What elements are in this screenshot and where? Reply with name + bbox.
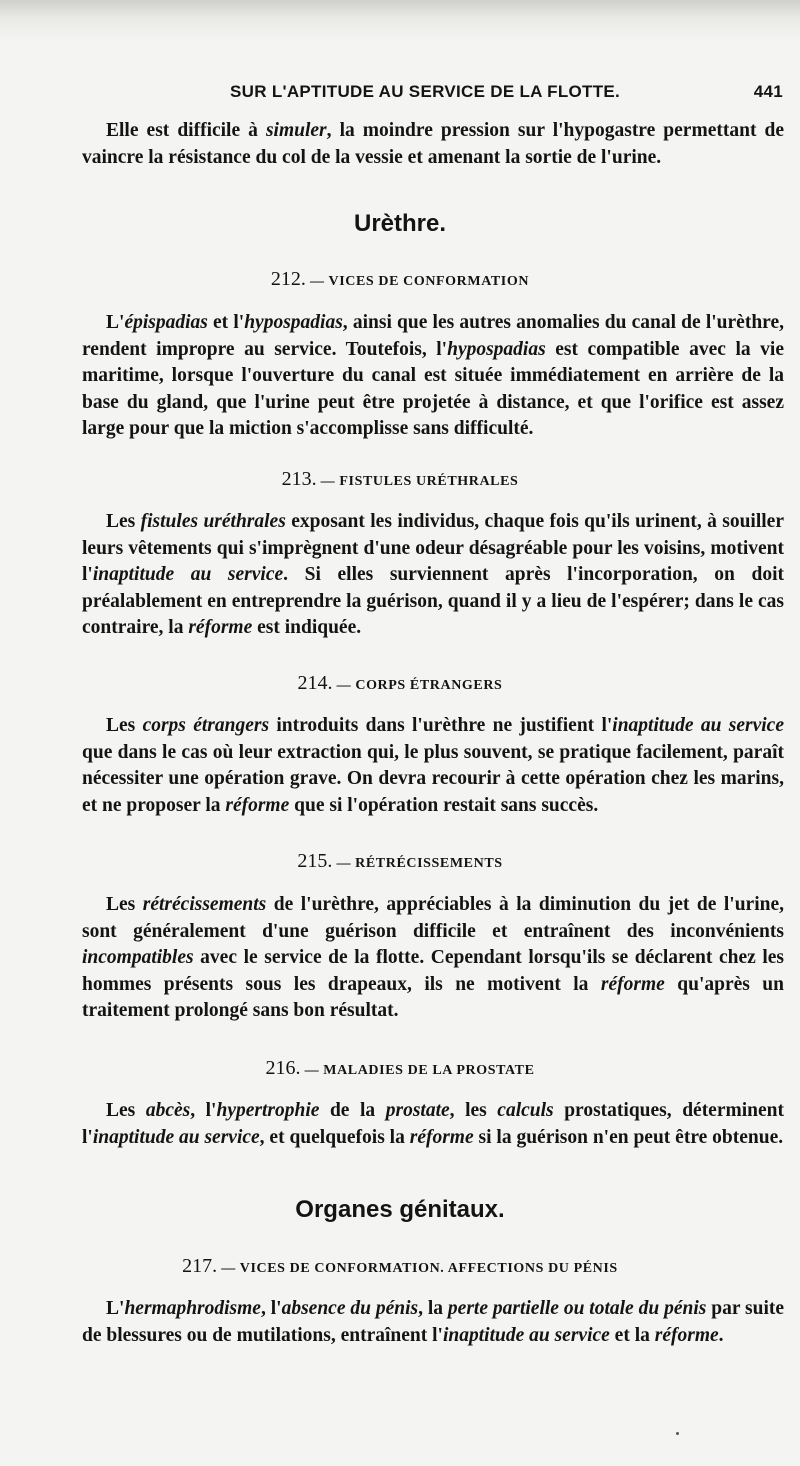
paragraph-217: L'hermaphrodisme, l'absence du pénis, la perte partielle ou totale du pénis par suite de blessures ou de mutilations, entraînent l'inaptitude au service et la réforme. xyxy=(82,1298,785,1346)
paragraph-214: Les corps étrangers introduits dans l'urèthre ne justifient l'inaptitude au service que dans le cas où leur extraction qui, le plus souvent, se pratique facilement, paraît nécessiter une opération grave. On devra recourir à cette opération chez les marins, et ne proposer la réforme que si l'opération restait sans succès. xyxy=(82,715,784,816)
paragraph-212: L'épispadias et l'hypospadias, ainsi que les autres anomalies du canal de l'urèthre, rendent impropre au service. Toutefois, l'hypospadias est compatible avec la vie maritime, lorsque l'ouverture du canal est située immédiatement en arrière de la base du gland, que l'urine peut être projetée à distance, et que l'orifice est assez large pour que la miction s'accomplisse sans difficulté. xyxy=(82,312,785,440)
section-title-urethre: Urèthre. xyxy=(353,210,447,237)
article-heading-212: 212. — VICES DE CONFORMATION xyxy=(270,268,530,290)
article-heading-217: 217. — VICES DE CONFORMATION. AFFECTIONS DU PÉNIS xyxy=(182,1255,618,1277)
page-header xyxy=(80,82,785,110)
article-heading-214: 214. — CORPS ÉTRANGERS xyxy=(297,672,503,694)
article-heading-215: 215. — RÉTRÉCISSEMENTS xyxy=(297,850,503,872)
article-heading-213: 213. — FISTULES URÉTHRALES xyxy=(281,468,519,490)
running-title: SUR L'APTITUDE AU SERVICE DE LA FLOTTE. xyxy=(230,82,621,101)
paper-speck xyxy=(676,1432,679,1435)
article-heading-216: 216. — MALADIES DE LA PROSTATE xyxy=(265,1057,535,1079)
page-number: 441 xyxy=(753,82,783,101)
paragraph-213: Les fistules uréthrales exposant les individus, chaque fois qu'ils urinent, à souiller leurs vêtements qui s'imprègnent d'une odeur désagréable pour les voisins, motivent l'inaptitude au service. Si elles surviennent après l'incorporation, on doit préalablement en entreprendre la guérison, quand il y a lieu de l'espérer; dans le cas contraire, la réforme est indiquée. xyxy=(82,511,784,639)
paragraph-216: Les abcès, l'hypertrophie de la prostate, les calculs prostatiques, déterminent l'inaptitude au service, et quelquefois la réforme si la guérison n'en peut être obtenue. xyxy=(82,1100,784,1148)
paragraph-215: Les rétrécissements de l'urèthre, appréciables à la diminution du jet de l'urine, sont généralement d'une guérison difficile et entraînent des inconvénients incompatibles avec le service de la flotte. Cependant lorsqu'ils se déclarent chez les hommes présents sous les drapeaux, ils ne motivent la réforme qu'après un traitement prolongé sans bon résultat. xyxy=(82,894,785,1022)
section-title-organes-genitaux: Organes génitaux. xyxy=(295,1196,505,1223)
paragraph-continuation: Elle est difficile à simuler, la moindre pression sur l'hypogastre permettant de vaincre la résistance du col de la vessie et amenant la sortie de l'urine. xyxy=(82,120,784,168)
